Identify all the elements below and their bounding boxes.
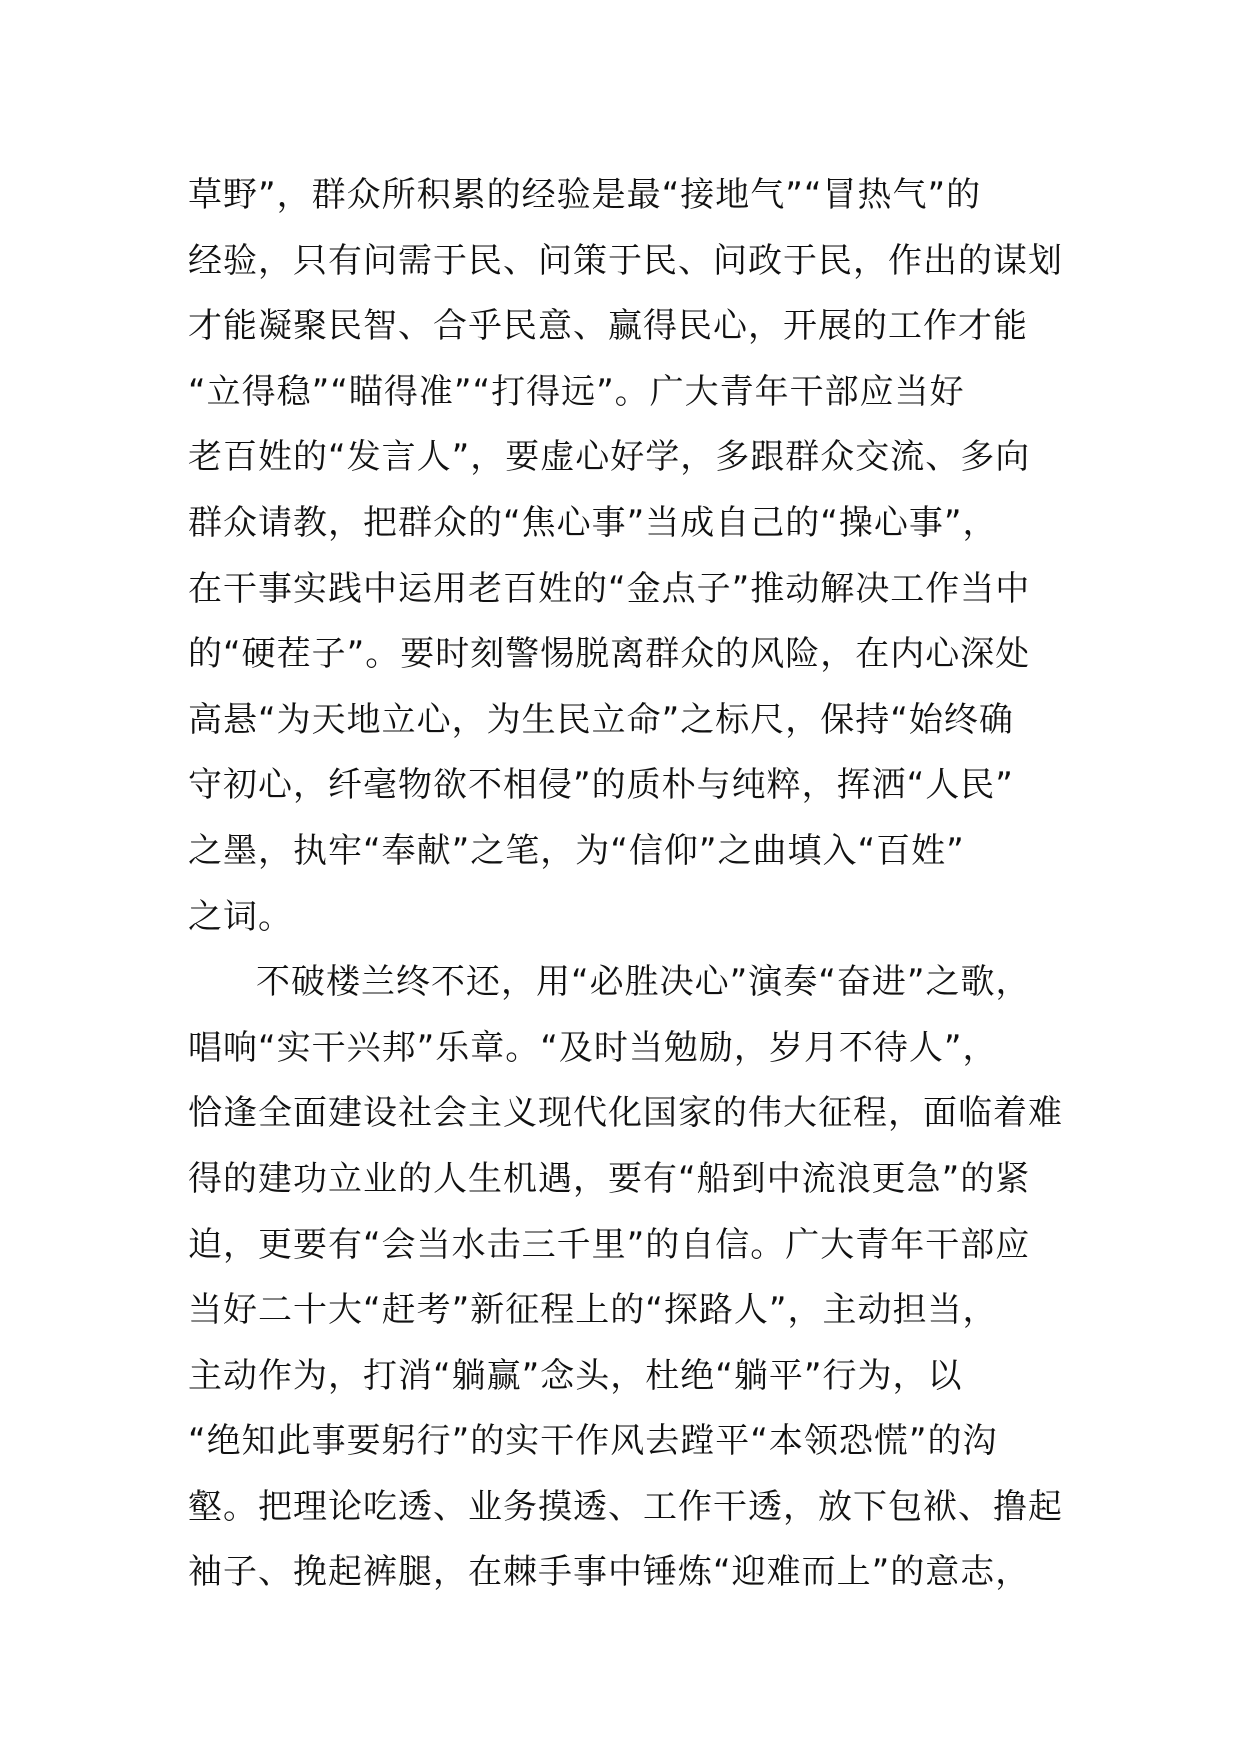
text-line: 才能凝聚民智、合乎民意、赢得民心，开展的工作才能 (188, 306, 1028, 347)
text-line: 袖子、挽起裤腿，在棘手事中锤炼“迎难而上”的意志， (188, 1552, 1031, 1593)
text-line: 壑。把理论吃透、业务摸透、工作干透，放下包袱、撸起 (188, 1486, 1063, 1527)
text-line: 之墨，执牢“奉献”之笔，为“信仰”之曲填入“百姓” (188, 830, 965, 871)
text-line: “立得稳”“瞄得准”“打得远”。广大青年干部应当好 (188, 371, 965, 412)
paragraph-1 (188, 163, 1068, 950)
text-line: 老百姓的“发言人”，要虚心好学，多跟群众交流、多向 (188, 437, 1031, 478)
text-line: 在干事实践中运用老百姓的“金点子”推动解决工作当中 (188, 568, 1031, 609)
text-line: 唱响“实干兴邦”乐章。“及时当勉励，岁月不待人”， (188, 1027, 998, 1068)
text-line: 不破楼兰终不还，用“必胜决心”演奏“奋进”之歌， (256, 962, 1031, 1003)
text-line: 得的建功立业的人生机遇，要有“船到中流浪更急”的紧 (188, 1158, 1031, 1199)
text-line: 迫，更要有“会当水击三千里”的自信。广大青年干部应 (188, 1224, 1031, 1265)
text-line: 恰逢全面建设社会主义现代化国家的伟大征程，面临着难 (188, 1093, 1063, 1134)
text-line: 的“硬茬子”。要时刻警惕脱离群众的风险，在内心深处 (188, 634, 1031, 675)
text-line: 群众请教，把群众的“焦心事”当成自己的“操心事”， (188, 502, 998, 543)
paragraph-2 (188, 950, 1068, 1606)
text-line: 草野”，群众所积累的经验是最“接地气”“冒热气”的 (188, 175, 982, 215)
text-line: “绝知此事要躬行”的实干作风去蹚平“本领恐慌”的沟 (188, 1421, 998, 1462)
text-line: 高悬“为天地立心，为生民立命”之标尺，保持“始终确 (188, 699, 1014, 740)
text-line: 当好二十大“赶考”新征程上的“探路人”，主动担当， (188, 1290, 998, 1331)
text-line: 守初心，纤毫物欲不相侵”的质朴与纯粹，挥洒“人民” (188, 765, 1014, 806)
text-line: 之词。 (188, 896, 293, 937)
body-text (188, 163, 1068, 1606)
text-line: 主动作为，打消“躺赢”念头，杜绝“躺平”行为，以 (188, 1355, 963, 1396)
text-line: 经验，只有问需于民、问策于民、问政于民，作出的谋划 (188, 240, 1063, 281)
